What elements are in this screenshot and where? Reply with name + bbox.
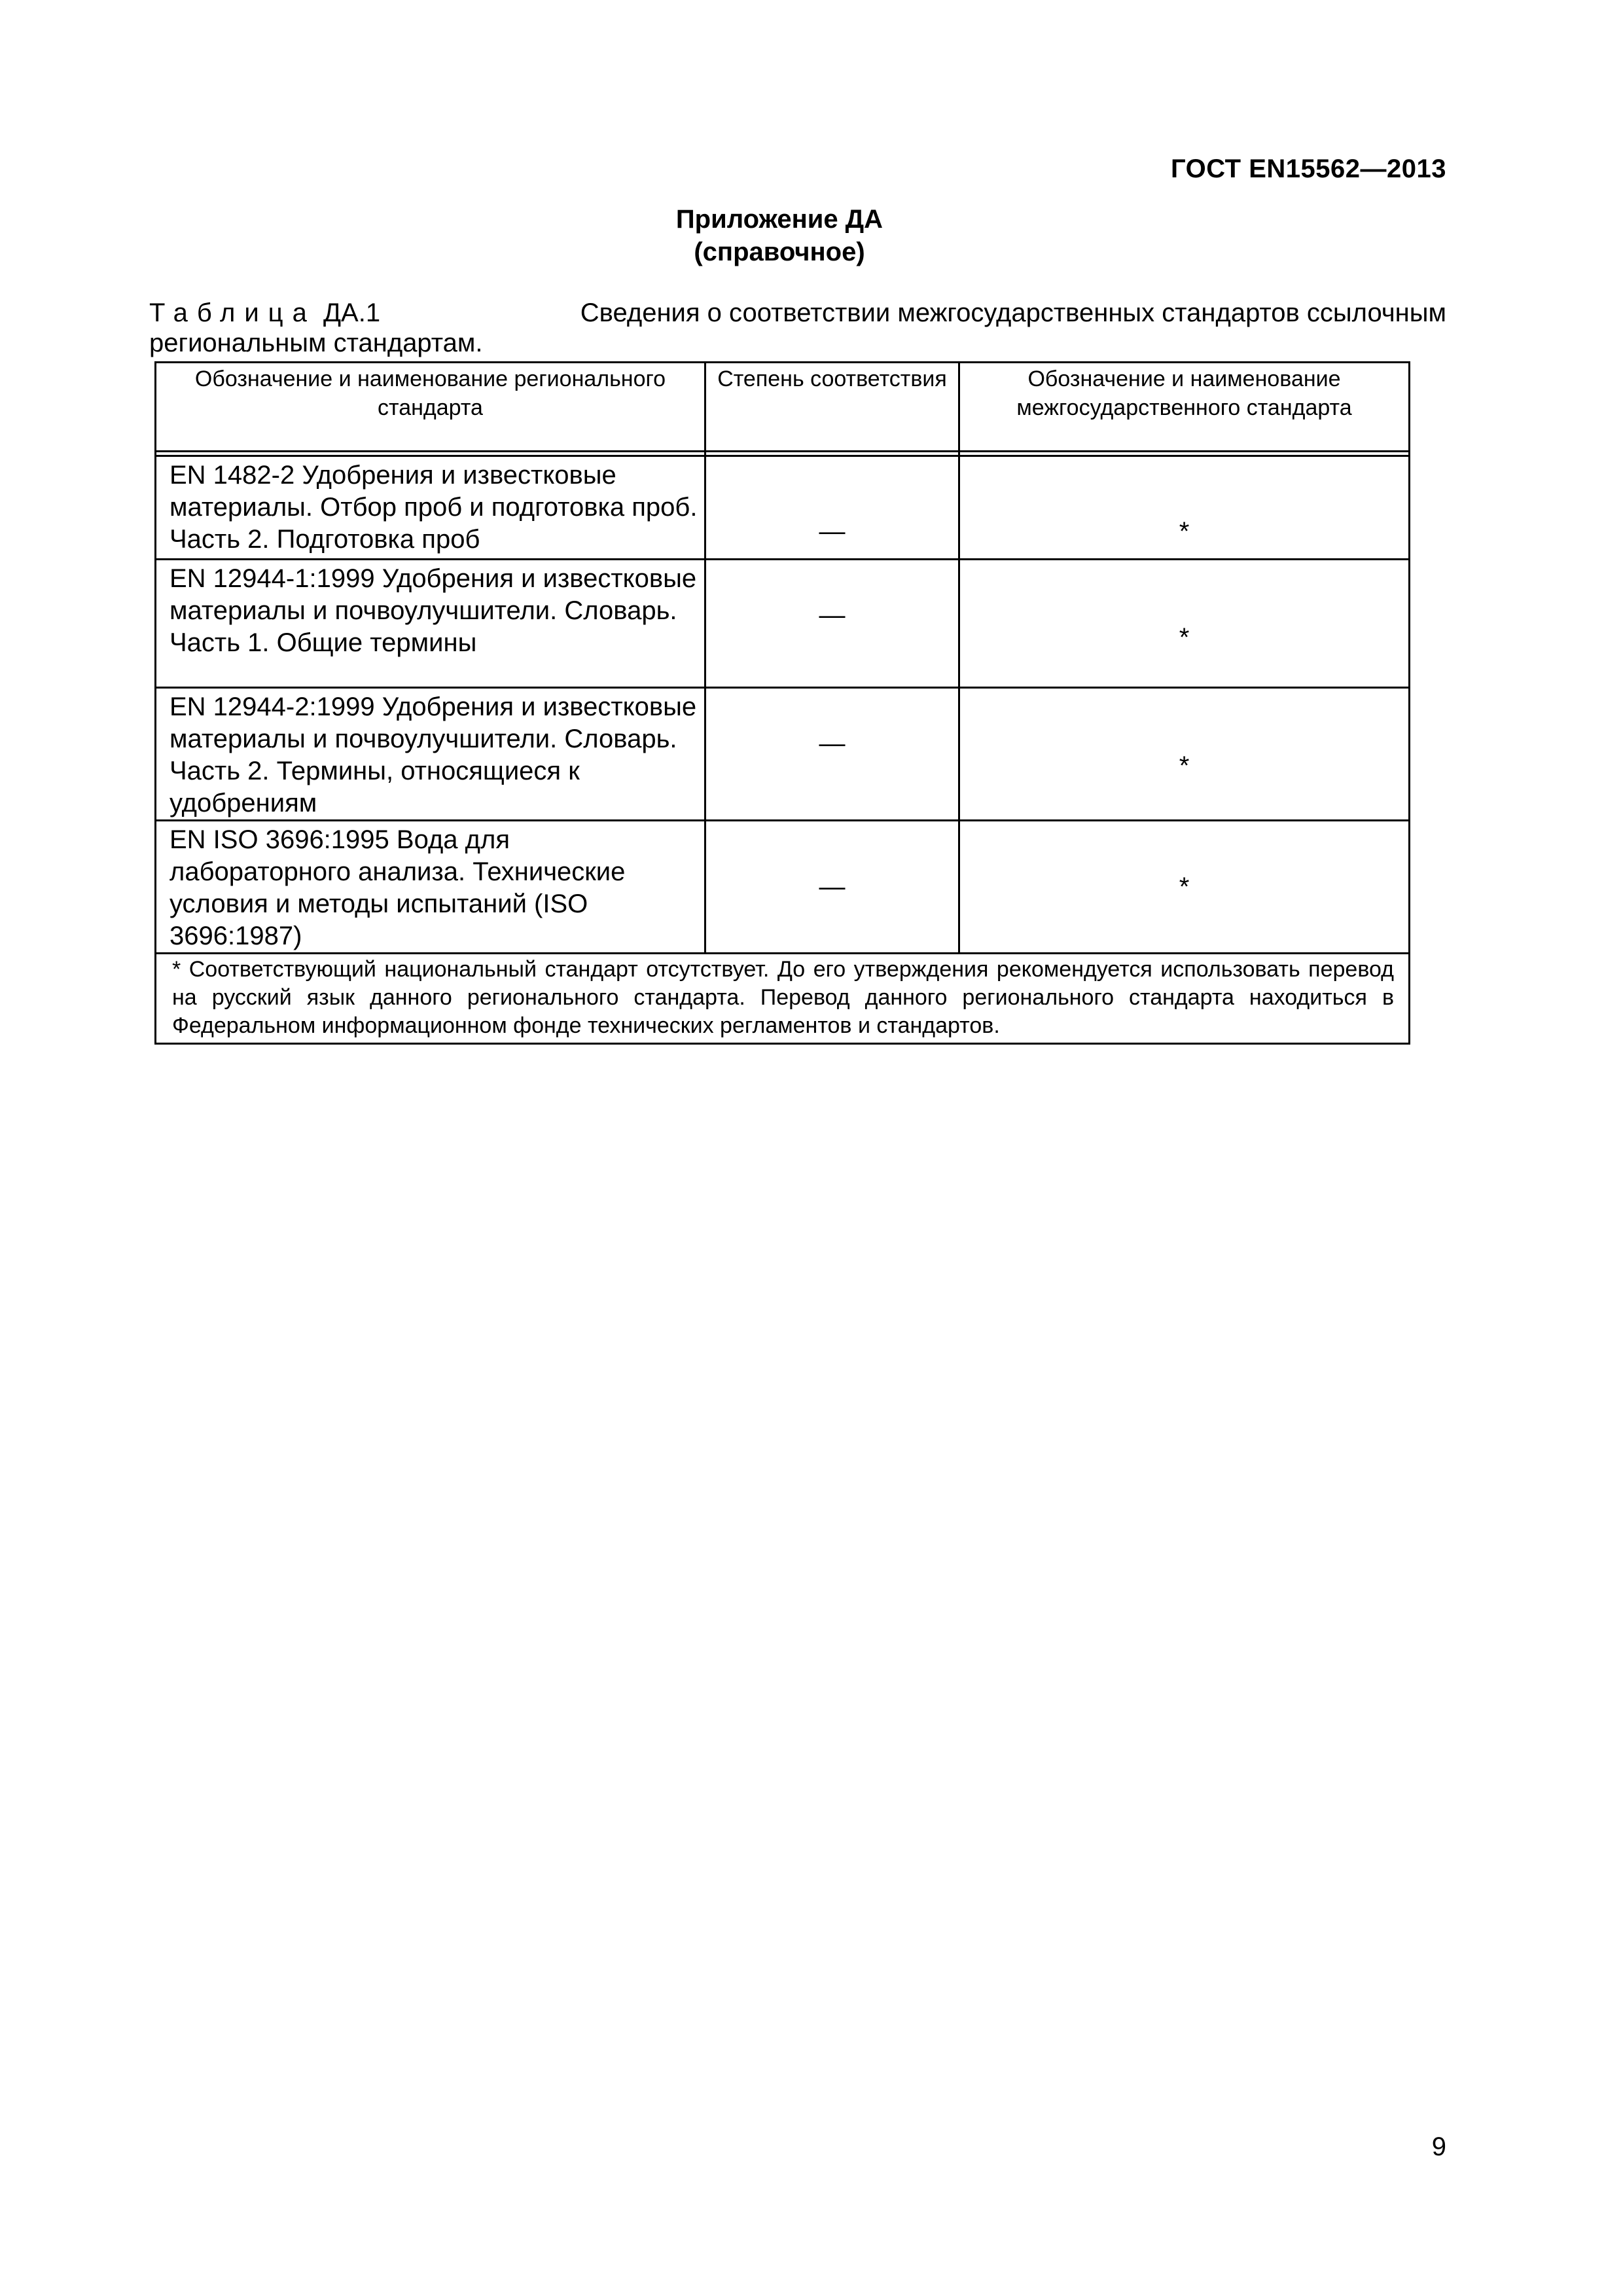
table-footnote-row	[156, 954, 1410, 1044]
table-row	[156, 560, 1410, 688]
table-caption-number: ДА.1	[323, 298, 381, 327]
table-header-row	[156, 363, 1410, 452]
standards-table	[154, 361, 1410, 1045]
degree-cell: —	[705, 821, 959, 954]
document-code: ГОСТ EN15562—2013	[1171, 154, 1446, 183]
interstate-standard-cell: *	[959, 456, 1410, 560]
regional-standard-cell: EN 12944-1:1999 Удобрения и известковые материалы и почвоулучшители. Словарь. Часть 1. Общие термины	[156, 560, 705, 688]
table-caption-label: Таблица	[149, 298, 316, 327]
page-number: 9	[1431, 2132, 1446, 2161]
header-interstate-standard: Обозначение и наименование межгосударственного стандарта	[959, 363, 1410, 452]
degree-cell: —	[705, 560, 959, 688]
degree-cell: —	[705, 688, 959, 821]
regional-standard-cell: EN 12944-2:1999 Удобрения и известковые материалы и почвоулучшители. Словарь. Часть 2. Термины, относящиеся к удобрениям	[156, 688, 705, 821]
annex-title: Приложение ДА	[675, 205, 883, 234]
interstate-standard-cell: *	[959, 688, 1410, 821]
interstate-standard-cell: *	[959, 560, 1410, 688]
regional-standard-cell: EN ISO 3696:1995 Вода для лабораторного анализа. Технические условия и методы испытаний (ISO 3696:1987)	[156, 821, 705, 954]
regional-standard-cell: EN 1482-2 Удобрения и известковые материалы. Отбор проб и подготовка проб. Часть 2. Подготовка проб	[156, 456, 705, 560]
table-footnote: * Соответствующий национальный стандарт отсутствует. До его утверждения рекомендуется использовать перевод на русский язык данного регионального стандарта. Перевод данного регионального стандарта находиться в Федеральном информационном фонде технических регламентов и стандартов.	[156, 954, 1410, 1044]
interstate-standard-cell: *	[959, 821, 1410, 954]
table-caption-text-line1: Сведения о соответствии межгосударственных стандартов ссылочным	[580, 298, 1446, 327]
table-row	[156, 456, 1410, 560]
annex-subtitle: (справочное)	[694, 238, 865, 266]
table-row	[156, 821, 1410, 954]
header-degree-of-conformity: Степень соответствия	[705, 363, 959, 452]
table-row	[156, 688, 1410, 821]
header-regional-standard: Обозначение и наименование регионального стандарта	[156, 363, 705, 452]
degree-cell: —	[705, 456, 959, 560]
table-caption-text-line2: региональным стандартам.	[149, 329, 483, 357]
table-caption	[149, 298, 1446, 358]
annex-heading	[0, 203, 1559, 268]
